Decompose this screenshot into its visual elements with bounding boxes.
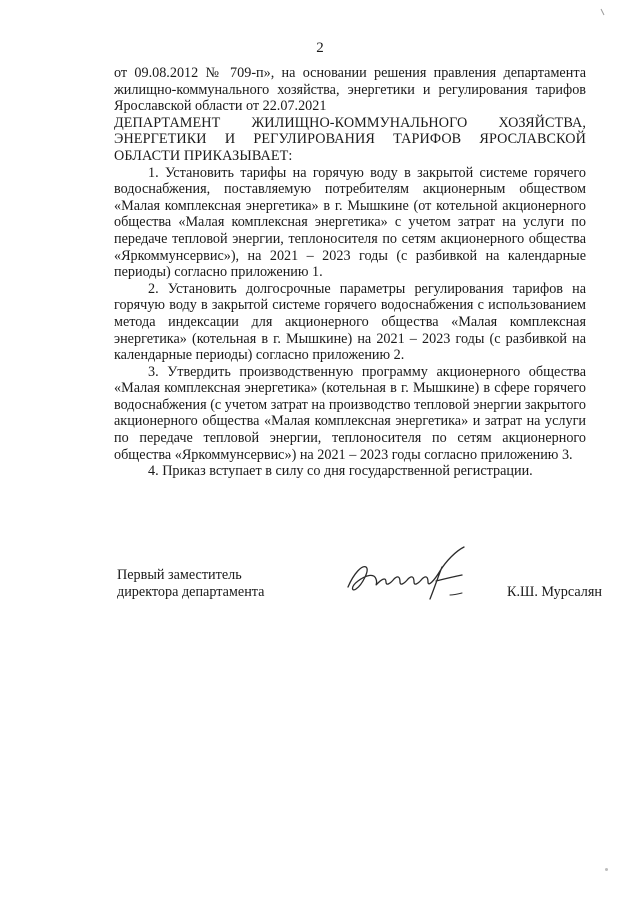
page-number: 2 — [316, 40, 324, 56]
signatory-name: К.Ш. Мурсалян — [507, 584, 602, 600]
order-heading: ДЕПАРТАМЕНТ ЖИЛИЩНО-КОММУНАЛЬНОГО ХОЗЯЙСТВА, ЭНЕРГЕТИКИ И РЕГУЛИРОВАНИЯ ТАРИФОВ ЯРОСЛАВСКОЙ ОБЛАСТИ ПРИКАЗЫВАЕТ: — [114, 114, 586, 164]
scan-mark-icon — [600, 8, 606, 16]
order-item-3: 3. Утвердить производственную программу акционерного общества «Малая комплексная энергетика» (котельная в г. Мышкине) в сфере горячего водоснабжения (с учетом затрат на производство тепловой энергии закрытого акционерного общества «Малая комплексная энергетика» и затрат на услуги по передаче тепловой энергии, теплоносителя по сетям акционерного общества «Яркоммунсервис») на 2021 – 2023 годы согласно приложению 3. — [114, 363, 586, 463]
order-item-2: 2. Установить долгосрочные параметры регулирования тарифов на горячую воду в закрытой системе горячего водоснабжения с использованием метода индексации для акционерного общества «Малая комплексная энергетика» (котельная в г. Мышкине) на 2021 – 2023 годы (с разбивкой на календарные периоды) согласно приложению 2. — [114, 280, 586, 364]
scan-dot — [605, 868, 608, 871]
signatory-position — [117, 567, 264, 601]
intro-paragraph: от 09.08.2012 № 709-п», на основании решения правления департамента жилищно-коммунального хозяйства, энергетики и регулирования тарифов Ярославской области от 22.07.2021 — [114, 65, 586, 115]
order-item-1: 1. Установить тарифы на горячую воду в закрытой системе горячего водоснабжения, поставляемую потребителям акционерным обществом «Малая комплексная энергетика» в г. Мышкине (от котельной акционерного общества «Малая комплексная энергетика» с учетом затрат на услуги по передаче тепловой энергии, теплоносителя по сетям акционерного общества «Яркоммунсервис»), на 2021 – 2023 годы (с разбивкой на календарные периоды) согласно приложению 1. — [114, 164, 586, 281]
signatory-position-line-1: Первый заместитель — [117, 567, 242, 583]
handwritten-signature-icon — [340, 537, 480, 607]
signatory-position-line-2: директора департамента — [117, 584, 265, 600]
document-body — [114, 65, 586, 480]
order-item-4: 4. Приказ вступает в силу со дня государственной регистрации. — [148, 463, 533, 480]
